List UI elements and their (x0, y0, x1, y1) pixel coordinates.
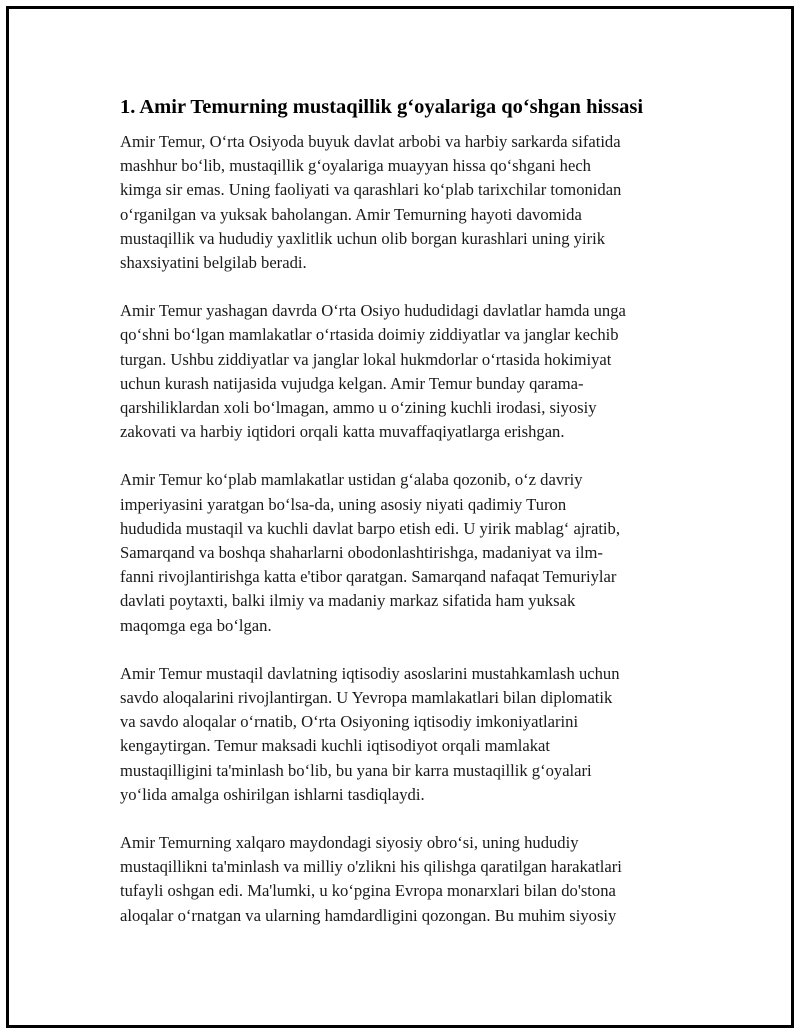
text-line: zakovati va harbiy iqtidori orqali katta muvaffaqiyatlarga erishgan. (120, 422, 565, 442)
text-line: maqomga ega bo‘lgan. (120, 615, 272, 635)
document-body (120, 94, 700, 952)
paragraph-3 (120, 468, 700, 637)
text-line: turgan. Ushbu ziddiyatlar va janglar lokal hukmdorlar o‘rtasida hokimiyat (120, 349, 612, 369)
text-line: tufayli oshgan edi. Ma'lumki, u ko‘pgina Evropa monarxlari bilan do'stona (120, 881, 616, 901)
text-line: aloqalar o‘rnatgan va ularning hamdardligini qozongan. Bu muhim siyosiy (120, 905, 617, 925)
text-line: uchun kurash natijasida vujudga kelgan. Amir Temur bunday qarama- (120, 373, 584, 393)
document-page (6, 6, 794, 1028)
text-line: o‘rganilgan va yuksak baholangan. Amir Temurning hayoti davomida (120, 204, 582, 224)
text-line: kimga sir emas. Uning faoliyati va qarashlari ko‘plab tarixchilar tomonidan (120, 180, 622, 200)
text-line: mustaqilligini ta'minlash bo‘lib, bu yana bir karra mustaqillik g‘oyalari (120, 760, 592, 780)
text-line: qarshiliklardan xoli bo‘lmagan, ammo u o‘zining kuchli irodasi, siyosiy (120, 398, 597, 418)
text-line: shaxsiyatini belgilab beradi. (120, 253, 307, 273)
paragraph-1 (120, 130, 700, 275)
text-line: hududida mustaqil va kuchli davlat barpo etish edi. U yirik mablag‘ ajratib, (120, 518, 620, 538)
text-line: fanni rivojlantirishga katta e'tibor qaratgan. Samarqand nafaqat Temuriylar (120, 567, 617, 587)
text-line: davlati poytaxti, balki ilmiy va madaniy markaz sifatida ham yuksak (120, 591, 576, 611)
paragraph-4 (120, 662, 700, 807)
text-line: savdo aloqalarini rivojlantirgan. U Yevropa mamlakatlari bilan diplomatik (120, 688, 613, 708)
text-line: Amir Temur ko‘plab mamlakatlar ustidan g‘alaba qozonib, o‘z davriy (120, 470, 583, 490)
text-line: mustaqillik va hududiy yaxlitlik uchun olib borgan kurashlari uning yirik (120, 228, 606, 248)
text-line: Amir Temur yashagan davrda O‘rta Osiyo hududidagi davlatlar hamda unga (120, 301, 626, 321)
text-line: qo‘shni bo‘lgan mamlakatlar o‘rtasida doimiy ziddiyatlar va janglar kechib (120, 325, 619, 345)
text-line: mashhur bo‘lib, mustaqillik g‘oyalariga muayyan hissa qo‘shgani hech (120, 156, 591, 176)
text-line: va savdo aloqalar o‘rnatib, O‘rta Osiyoning iqtisodiy imkoniyatlarini (120, 712, 579, 732)
text-line: Amir Temur mustaqil davlatning iqtisodiy asoslarini mustahkamlash uchun (120, 663, 620, 683)
paragraph-2 (120, 299, 700, 444)
paragraph-5 (120, 831, 700, 928)
text-line: Amir Temurning xalqaro maydondagi siyosiy obro‘si, uning hududiy (120, 833, 579, 853)
text-line: mustaqillikni ta'minlash va milliy o'zlikni his qilishga qaratilgan harakatlari (120, 857, 622, 877)
text-line: imperiyasini yaratgan bo‘lsa-da, uning asosiy niyati qadimiy Turon (120, 494, 567, 514)
text-line: yo‘lida amalga oshirilgan ishlarni tasdiqlaydi. (120, 784, 425, 804)
section-heading: 1. Amir Temurning mustaqillik g‘oyalariga qo‘shgan hissasi (120, 96, 644, 118)
text-line: Amir Temur, O‘rta Osiyoda buyuk davlat arbobi va harbiy sarkarda sifatida (120, 132, 621, 151)
text-line: kengaytirgan. Temur maksadi kuchli iqtisodiyot orqali mamlakat (120, 736, 551, 756)
text-line: Samarqand va boshqa shaharlarni obodonlashtirishga, madaniyat va ilm- (120, 543, 603, 563)
